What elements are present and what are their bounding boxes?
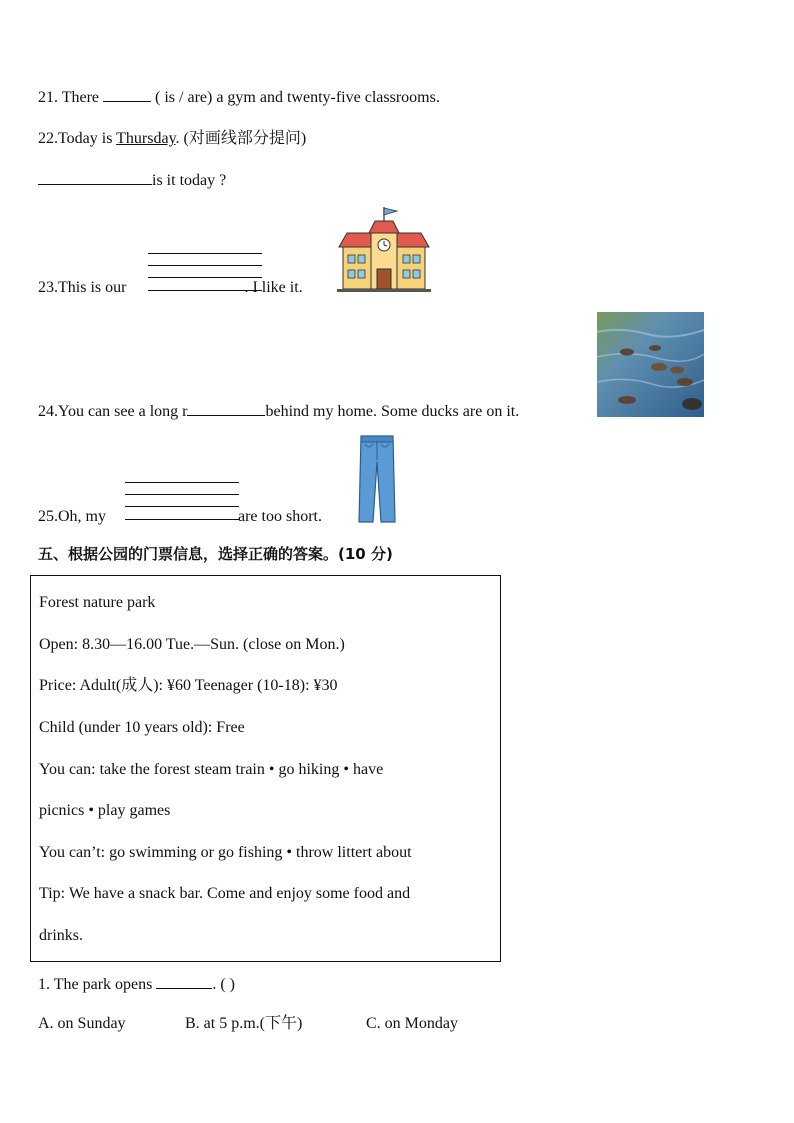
question-23: 23.This is our . I like it. xyxy=(38,279,303,296)
answer-blank[interactable] xyxy=(38,170,152,185)
section-title: 五、根据公园的门票信息，选择正确的答案。(10 分) xyxy=(38,545,393,563)
jeans-image xyxy=(357,434,397,524)
opening-hours: Open: 8.30—16.00 Tue.—Sun. (close on Mon.) xyxy=(39,636,345,653)
child-price: Child (under 10 years old): Free xyxy=(39,719,245,736)
question-24: 24.You can see a long r behind my home. Some ducks are on it. xyxy=(38,403,520,420)
four-line-writing-grid[interactable] xyxy=(148,253,262,293)
park-name: Forest nature park xyxy=(39,594,156,611)
underlined-word: Thursday xyxy=(116,130,176,147)
answer-blank[interactable] xyxy=(156,974,212,989)
prohibited-activities: You can’t: go swimming or go fishing • throw littert about xyxy=(39,844,412,861)
question-1: 1. The park opens . ( ) xyxy=(38,976,235,993)
four-line-writing-grid[interactable] xyxy=(125,482,239,522)
option-b[interactable]: B. at 5 p.m.(下午) xyxy=(185,1015,303,1032)
question-22-line2: is it today ? xyxy=(38,170,226,191)
answer-blank[interactable] xyxy=(103,87,151,102)
question-21: 21. There ( is / are) a gym and twenty-five classrooms. xyxy=(38,89,440,106)
tip-line2: drinks. xyxy=(39,927,83,944)
river-with-ducks-image xyxy=(597,312,704,417)
option-a[interactable]: A. on Sunday xyxy=(38,1015,126,1032)
question-25: 25.Oh, my are too short. xyxy=(38,508,322,525)
activities-line2: picnics • play games xyxy=(39,802,171,819)
park-notice-box xyxy=(30,575,501,962)
school-building-image xyxy=(337,205,431,293)
answer-blank[interactable] xyxy=(187,401,265,416)
option-c[interactable]: C. on Monday xyxy=(366,1015,458,1032)
question-22: 22.Today is Thursday. (对画线部分提问) xyxy=(38,130,307,147)
activities-line1: You can: take the forest steam train • go hiking • have xyxy=(39,761,384,778)
tip-line1: Tip: We have a snack bar. Come and enjoy some food and xyxy=(39,885,411,902)
ticket-price: Price: Adult(成人): ¥60 Teenager (10-18): ¥30 xyxy=(39,677,338,694)
